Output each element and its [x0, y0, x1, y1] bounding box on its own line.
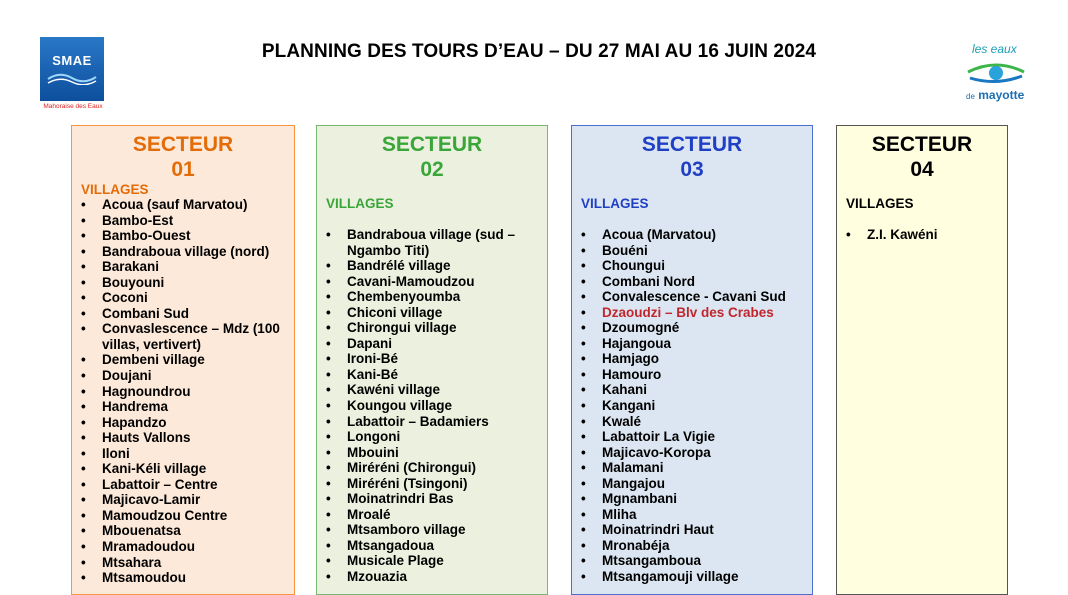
sector-label: SECTEUR	[381, 133, 483, 156]
smae-logo-box	[40, 37, 104, 101]
village-item: • Bandraboua village (sud – Ngambo Titi)	[317, 227, 547, 258]
sector-02-panel	[316, 125, 548, 595]
village-list	[317, 227, 547, 585]
village-item: • Mtsangamouji village	[572, 569, 812, 585]
village-item: • Choungui	[572, 258, 812, 274]
villages-label: VILLAGES	[326, 196, 394, 211]
village-item: • Z.I. Kawéni	[837, 227, 1007, 243]
village-item: • Mbouenatsa	[72, 523, 294, 539]
village-item: • Kwalé	[572, 414, 812, 430]
villages-label: VILLAGES	[846, 196, 914, 211]
village-item: • Mronabéja	[572, 538, 812, 554]
village-item: • Acoua (Marvatou)	[572, 227, 812, 243]
sector-number: 04	[910, 158, 934, 181]
village-item: • Bouyouni	[72, 275, 294, 291]
village-item: • Convaslescence – Mdz (100 villas, vertivert)	[72, 321, 294, 352]
wave-icon	[46, 71, 98, 85]
sector-label: SECTEUR	[132, 133, 234, 156]
village-item: • Handrema	[72, 399, 294, 415]
village-item: • Cavani-Mamoudzou	[317, 274, 547, 290]
smae-logo-subtitle: Mahoraise des Eaux	[43, 103, 103, 110]
sector-label: SECTEUR	[871, 133, 973, 156]
village-item: • Dzoumogné	[572, 320, 812, 336]
village-item: • Hamjago	[572, 351, 812, 367]
village-item: • Moinatrindri Bas	[317, 491, 547, 507]
village-item: • Bandrélé village	[317, 258, 547, 274]
village-item: • Majicavo-Lamir	[72, 492, 294, 508]
village-item: • Mtsahara	[72, 555, 294, 571]
sector-03-panel	[571, 125, 813, 595]
mayotte-logo	[960, 42, 1032, 106]
village-item: • Miréréni (Tsingoni)	[317, 476, 547, 492]
page-title: PLANNING DES TOURS D’EAU – DU 27 MAI AU 16 JUIN 2024	[261, 41, 817, 62]
village-item: • Labattoir – Badamiers	[317, 414, 547, 430]
village-item: • Mroalé	[317, 507, 547, 523]
village-item: • Combani Sud	[72, 306, 294, 322]
village-item: • Malamani	[572, 460, 812, 476]
village-item: • Mramadoudou	[72, 539, 294, 555]
village-item: • Convalescence - Cavani Sud	[572, 289, 812, 305]
sector-label: SECTEUR	[641, 133, 743, 156]
village-item: • Longoni	[317, 429, 547, 445]
village-item: • Mtsangadoua	[317, 538, 547, 554]
mayotte-logo-name: mayotte	[978, 88, 1025, 102]
village-item: • Mamoudzou Centre	[72, 508, 294, 524]
village-item: • Musicale Plage	[317, 553, 547, 569]
village-item: • Mbouini	[317, 445, 547, 461]
sector-02-heading	[317, 132, 547, 182]
village-list	[72, 197, 294, 586]
smae-logo-text: SMAE	[52, 53, 92, 68]
village-item: • Combani Nord	[572, 274, 812, 290]
village-item: • Bouéni	[572, 243, 812, 259]
mayotte-logo-de: de	[966, 92, 975, 101]
village-item: • Coconi	[72, 290, 294, 306]
village-item: • Mliha	[572, 507, 812, 523]
village-item: • Labattoir – Centre	[72, 477, 294, 493]
sector-03-heading	[572, 132, 812, 182]
sector-number: 01	[171, 158, 195, 181]
village-list	[837, 227, 1007, 243]
village-item: • Iloni	[72, 446, 294, 462]
water-drop-icon	[966, 56, 1026, 86]
sector-04-panel	[836, 125, 1008, 595]
village-item: • Mzouazia	[317, 569, 547, 585]
village-item: • Kangani	[572, 398, 812, 414]
village-item: • Majicavo-Koropa	[572, 445, 812, 461]
village-item: • Dapani	[317, 336, 547, 352]
village-list	[572, 227, 812, 585]
village-item: • Acoua (sauf Marvatou)	[72, 197, 294, 213]
village-item: • Mtsamoudou	[72, 570, 294, 586]
sector-01-panel	[71, 125, 295, 595]
village-item: • Kani-Kéli village	[72, 461, 294, 477]
sector-number: 03	[680, 158, 704, 181]
village-item: • Kahani	[572, 382, 812, 398]
village-item: • Bambo-Est	[72, 213, 294, 229]
village-item: • Mtsamboro village	[317, 522, 547, 538]
villages-label: VILLAGES	[81, 182, 149, 197]
mayotte-logo-line2	[966, 88, 1024, 102]
village-item: • Mtsangamboua	[572, 553, 812, 569]
village-item: • Mgnambani	[572, 491, 812, 507]
sector-04-heading	[837, 132, 1007, 182]
villages-label: VILLAGES	[581, 196, 649, 211]
village-item: • Doujani	[72, 368, 294, 384]
village-item: • Hajangoua	[572, 336, 812, 352]
sector-number: 02	[420, 158, 444, 181]
village-item: • Hauts Vallons	[72, 430, 294, 446]
village-item: • Chembenyoumba	[317, 289, 547, 305]
village-item: • Ironi-Bé	[317, 351, 547, 367]
village-item: • Barakani	[72, 259, 294, 275]
village-item: • Miréréni (Chirongui)	[317, 460, 547, 476]
village-item: • Bandraboua village (nord)	[72, 244, 294, 260]
village-item: • Hapandzo	[72, 415, 294, 431]
village-item: • Hamouro	[572, 367, 812, 383]
village-item: • Labattoir La Vigie	[572, 429, 812, 445]
village-item: • Chiconi village	[317, 305, 547, 321]
village-item: • Dzaoudzi – Blv des Crabes	[572, 305, 812, 321]
mayotte-logo-line1: les eaux	[972, 42, 1017, 56]
smae-logo	[38, 37, 108, 113]
village-item: • Hagnoundrou	[72, 384, 294, 400]
village-item: • Mangajou	[572, 476, 812, 492]
village-item: • Chirongui village	[317, 320, 547, 336]
sector-01-heading	[72, 132, 294, 182]
village-item: • Koungou village	[317, 398, 547, 414]
village-item: • Bambo-Ouest	[72, 228, 294, 244]
village-item: • Moinatrindri Haut	[572, 522, 812, 538]
village-item: • Kawéni village	[317, 382, 547, 398]
village-item: • Kani-Bé	[317, 367, 547, 383]
village-item: • Dembeni village	[72, 352, 294, 368]
